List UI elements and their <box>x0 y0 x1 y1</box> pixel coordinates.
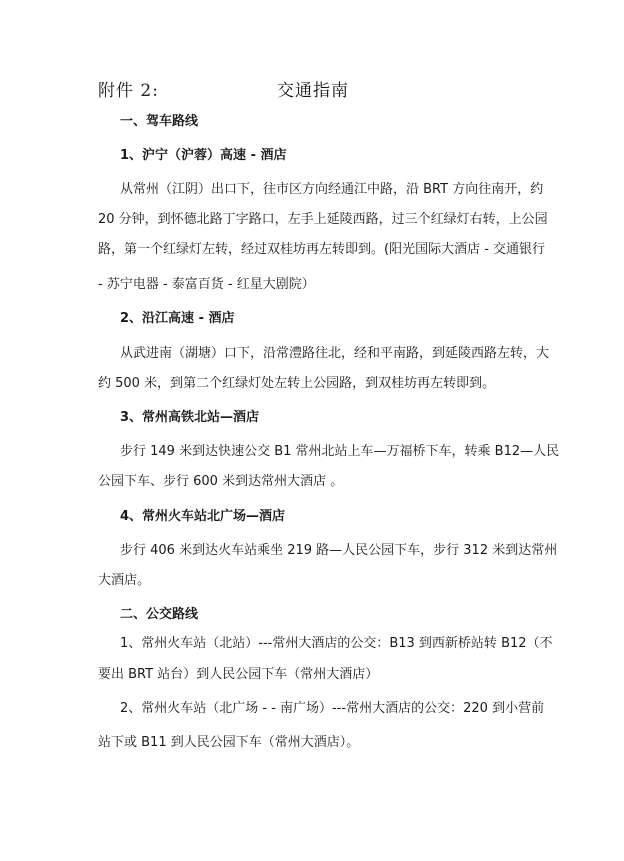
bus-route-text-line: 2、常州火车站（北广场 - - 南广场）---常州大酒店的公交：220 到小营前 <box>120 701 545 716</box>
bus-route-text-line: 1、常州火车站（北站）---常州大酒店的公交：B13 到西新桥站转 B12（不 <box>120 636 553 651</box>
route-title-huning: 1、沪宁（沪蓉）高速 - 酒店 <box>120 148 287 163</box>
section-heading-bus: 二、公交路线 <box>120 607 199 622</box>
route-text-line: 从武进南（湖塘）口下，沿常澧路往北，经和平南路，到延陵西路左转，大 <box>120 346 550 361</box>
route-title-train-north-square: 4、常州火车站北广场—酒店 <box>120 509 286 524</box>
route-text-line: 大酒店。 <box>98 573 151 588</box>
route-text-line: 路，第一个红绿灯左转，经过双桂坊再左转即到。(阳光国际大酒店 - 交通银行 <box>98 242 546 257</box>
section-heading-driving: 一、驾车路线 <box>120 114 199 129</box>
route-text-line: 步行 406 米到达火车站乘坐 219 路—人民公园下车，步行 312 米到达常州 <box>120 543 558 558</box>
bus-route-text-line: 要出 BRT 站台）到人民公园下车（常州大酒店） <box>98 667 379 682</box>
bus-route-text-line: 站下或 B11 到人民公园下车（常州大酒店）。 <box>98 735 360 750</box>
route-text-line: - 苏宁电器 - 泰富百货 - 红星大剧院） <box>98 277 315 292</box>
route-title-hsr-north: 3、常州高铁北站—酒店 <box>120 410 260 425</box>
attachment-label: 附件 2: <box>98 81 159 101</box>
route-text-line: 步行 149 米到达快速公交 B1 常州北站上车—万福桥下车，转乘 B12—人民 <box>120 444 560 459</box>
route-text-line: 公园下车、步行 600 米到达常州大酒店 。 <box>98 474 344 489</box>
route-title-yanjiang: 2、沿江高速 - 酒店 <box>120 311 235 326</box>
route-text-line: 从常州（江阴）出口下，往市区方向经通江中路，沿 BRT 方向往南开，约 <box>120 182 544 197</box>
route-text-line: 约 500 米，到第二个红绿灯处左转上公园路，到双桂坊再左转即到。 <box>98 376 496 391</box>
route-text-line: 20 分钟，到怀德北路丁字路口，左手上延陵西路，过三个红绿灯右转，上公园 <box>98 212 548 227</box>
page-title: 交通指南 <box>277 81 349 101</box>
